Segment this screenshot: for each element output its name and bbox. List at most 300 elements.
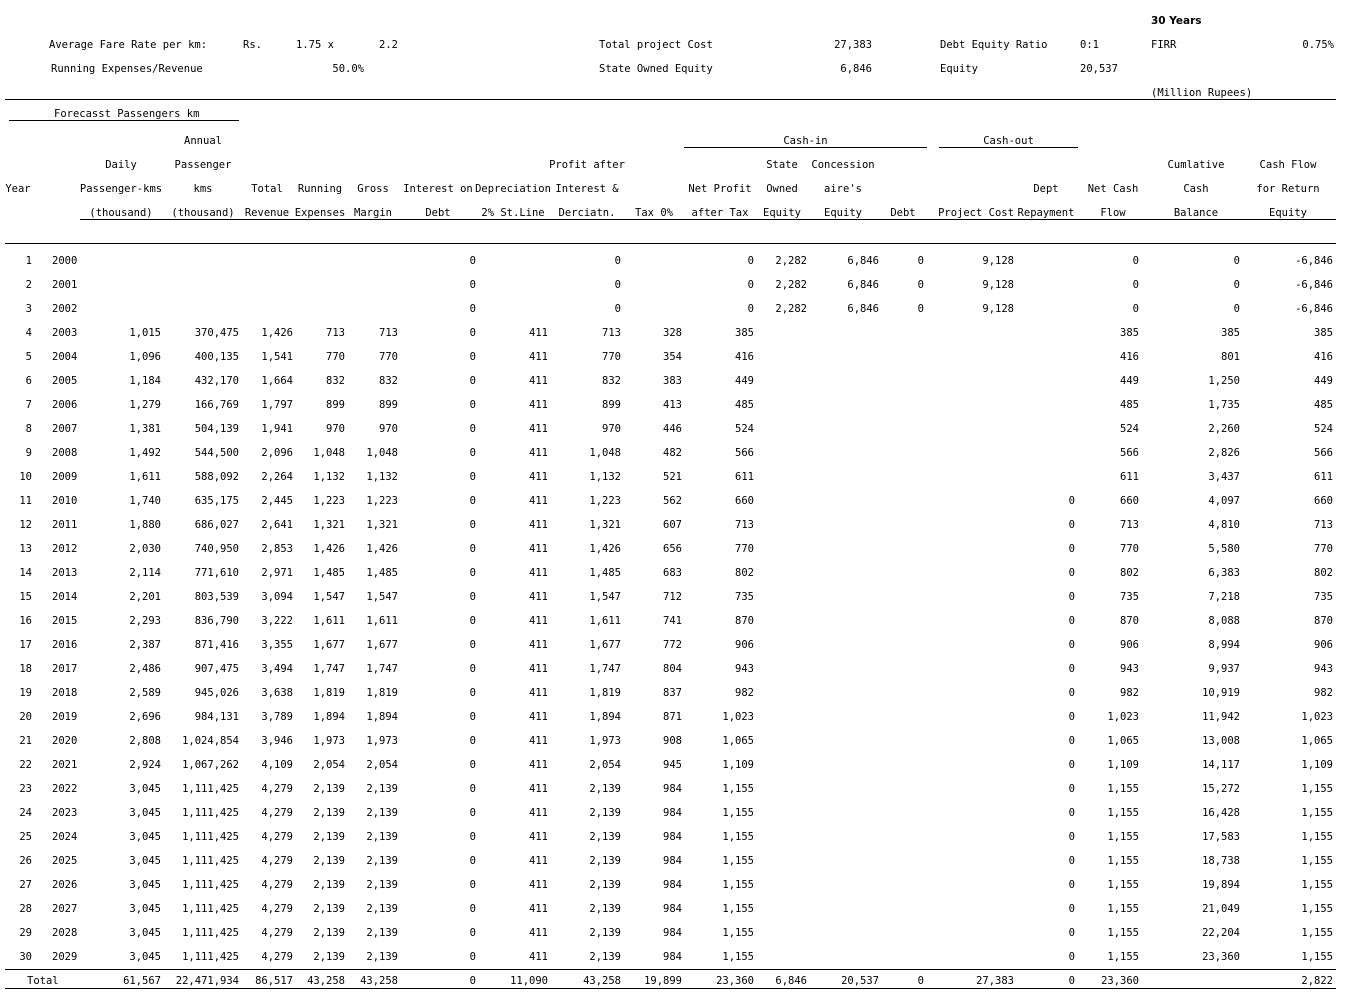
row-index: 15 (19, 591, 32, 603)
table-cell: 411 (529, 903, 548, 915)
table-cell: 2,139 (313, 951, 345, 963)
table-cell: 0 (1068, 951, 1075, 963)
table-cell: 0 (1233, 303, 1240, 315)
table-cell: 1,894 (366, 711, 398, 723)
header-conc: Concession (811, 159, 875, 171)
table-cell: 984 (663, 855, 682, 867)
firr-value: 0.75% (1302, 39, 1334, 51)
table-cell: 328 (663, 327, 682, 339)
fare-label: Average Fare Rate per km: (49, 39, 208, 51)
table-cell: 1,485 (313, 567, 345, 579)
table-cell: 870 (735, 615, 754, 627)
table-cell: 0 (469, 615, 476, 627)
table-cell: 970 (602, 423, 621, 435)
table-cell: 6,383 (1208, 567, 1240, 579)
table-cell: 0 (1068, 639, 1075, 651)
table-cell: 4,279 (261, 831, 293, 843)
table-cell: 1,819 (313, 687, 345, 699)
total-cost-label: Total project Cost (599, 39, 713, 51)
header-conc: Equity (824, 207, 862, 219)
table-cell: 2,826 (1208, 447, 1240, 459)
table-cell: 2,139 (589, 879, 621, 891)
table-cell: 1,111,425 (182, 783, 239, 795)
total-cell: 61,567 (123, 975, 161, 987)
table-cell: 166,769 (194, 399, 239, 411)
table-cell: 832 (379, 375, 398, 387)
table-cell: 1,426 (366, 543, 398, 555)
table-cell: 1,735 (1208, 399, 1240, 411)
table-cell: 735 (735, 591, 754, 603)
total-cost-value: 27,383 (834, 39, 872, 51)
table-cell: 713 (326, 327, 345, 339)
row-year: 2007 (52, 423, 78, 435)
table-cell: 413 (663, 399, 682, 411)
table-cell: 770 (602, 351, 621, 363)
header-netcash: Flow (1100, 207, 1126, 219)
table-cell: 1,223 (366, 495, 398, 507)
table-cell: 2,387 (129, 639, 161, 651)
table-cell: 0 (1068, 591, 1075, 603)
table-cell: 411 (529, 807, 548, 819)
header-cum: Cash (1183, 183, 1209, 195)
row-index: 12 (19, 519, 32, 531)
table-cell: 713 (1314, 519, 1333, 531)
total-cell: 86,517 (255, 975, 293, 987)
table-cell: 1,111,425 (182, 807, 239, 819)
row-year: 2002 (52, 303, 78, 315)
total-cell: 22,471,934 (175, 975, 239, 987)
table-cell: 984 (663, 783, 682, 795)
row-year: 2010 (52, 495, 78, 507)
header-annual: Passenger (174, 159, 232, 171)
table-cell: 1,155 (1301, 831, 1333, 843)
table-cell: 802 (735, 567, 754, 579)
table-cell: 984 (663, 807, 682, 819)
table-cell: 1,677 (313, 639, 345, 651)
row-index: 28 (19, 903, 32, 915)
table-cell: 4,810 (1208, 519, 1240, 531)
total-cell: 20,537 (841, 975, 879, 987)
table-cell: 562 (663, 495, 682, 507)
table-cell: 2,139 (366, 783, 398, 795)
table-cell: 4,279 (261, 783, 293, 795)
table-cell: 15,272 (1202, 783, 1240, 795)
table-cell: 2,486 (129, 663, 161, 675)
header-depr: Depreciation (475, 183, 551, 195)
table-cell: 770 (326, 351, 345, 363)
table-cell: 871,416 (194, 639, 239, 651)
table-cell: 1,155 (722, 903, 754, 915)
table-cell: 970 (326, 423, 345, 435)
table-cell: 2,139 (589, 831, 621, 843)
table-cell: 385 (1314, 327, 1333, 339)
table-cell: 984 (663, 831, 682, 843)
top-divider (5, 99, 1336, 100)
row-year: 2013 (52, 567, 78, 579)
table-cell: 1,880 (129, 519, 161, 531)
table-cell: 2,139 (366, 807, 398, 819)
table-cell: 1,155 (1301, 927, 1333, 939)
table-cell: 1,547 (366, 591, 398, 603)
table-cell: 1,485 (366, 567, 398, 579)
table-cell: 0 (469, 495, 476, 507)
header-debt: Debt (890, 207, 916, 219)
table-cell: 411 (529, 567, 548, 579)
table-cell: 945,026 (194, 687, 239, 699)
table-cell: 9,128 (982, 279, 1014, 291)
table-cell: 485 (1314, 399, 1333, 411)
table-cell: 660 (1314, 495, 1333, 507)
forecast-label: Forecasst Passengers km (54, 108, 200, 120)
table-cell: 0 (469, 927, 476, 939)
table-cell: 3,789 (261, 711, 293, 723)
row-year: 2009 (52, 471, 78, 483)
table-cell: 1,611 (589, 615, 621, 627)
table-cell: 982 (735, 687, 754, 699)
table-cell: 2,264 (261, 471, 293, 483)
table-cell: 2,641 (261, 519, 293, 531)
row-index: 8 (25, 423, 32, 435)
header-net-profit: after Tax (691, 207, 749, 219)
table-cell: 0 (614, 279, 621, 291)
table-cell: 870 (1120, 615, 1139, 627)
table-cell: 566 (1314, 447, 1333, 459)
header-netcash: Net Cash (1087, 183, 1139, 195)
table-cell: 1,111,425 (182, 855, 239, 867)
table-cell: 1,065 (722, 735, 754, 747)
table-cell: 0 (1068, 927, 1075, 939)
table-cell: 0 (1068, 903, 1075, 915)
table-cell: 411 (529, 399, 548, 411)
table-cell: 2,054 (313, 759, 345, 771)
table-cell: 0 (1068, 855, 1075, 867)
table-cell: 411 (529, 711, 548, 723)
table-cell: 16,428 (1202, 807, 1240, 819)
table-cell: 2,139 (589, 807, 621, 819)
total-cell: 11,090 (510, 975, 548, 987)
header-pcost: Project Cost (938, 207, 1014, 219)
table-cell: 770 (1120, 543, 1139, 555)
table-cell: 0 (469, 351, 476, 363)
header-annual: kms (193, 183, 213, 195)
debt-equity-ratio-label: Debt Equity Ratio (940, 39, 1048, 51)
table-cell: 984 (663, 951, 682, 963)
table-cell: 2,139 (366, 831, 398, 843)
table-cell: 14,117 (1202, 759, 1240, 771)
table-cell: 1,547 (589, 591, 621, 603)
table-cell: 0 (469, 759, 476, 771)
table-cell: 772 (663, 639, 682, 651)
cash-in-underline (684, 147, 927, 148)
header-running: Running (297, 183, 343, 195)
table-cell: 1,611 (313, 615, 345, 627)
cash-in-group: Cash-in (783, 135, 828, 147)
table-cell: 770 (379, 351, 398, 363)
header-total-rev: Revenue (244, 207, 290, 219)
table-cell: 411 (529, 855, 548, 867)
table-cell: 802 (1314, 567, 1333, 579)
header-repay: Dept (1033, 183, 1059, 195)
total-cell: 43,258 (360, 975, 398, 987)
header-interest: Interest on (403, 183, 473, 195)
table-cell: 837 (663, 687, 682, 699)
table-cell: 970 (379, 423, 398, 435)
row-year: 2017 (52, 663, 78, 675)
table-cell: 2,054 (589, 759, 621, 771)
table-cell: 23,360 (1202, 951, 1240, 963)
table-cell: 521 (663, 471, 682, 483)
table-cell: 482 (663, 447, 682, 459)
table-cell: 0 (469, 711, 476, 723)
table-cell: 0 (469, 903, 476, 915)
table-cell: 1,611 (129, 471, 161, 483)
row-index: 18 (19, 663, 32, 675)
total-bottom-divider (5, 988, 1336, 989)
table-cell: 803,539 (194, 591, 239, 603)
table-cell: 804 (663, 663, 682, 675)
table-cell: 8,994 (1208, 639, 1240, 651)
table-cell: 411 (529, 615, 548, 627)
table-cell: 1,155 (1107, 903, 1139, 915)
table-cell: 4,279 (261, 807, 293, 819)
equity-label: Equity (940, 63, 978, 75)
table-cell: 385 (1120, 327, 1139, 339)
table-cell: 1,155 (1301, 951, 1333, 963)
table-cell: 1,426 (313, 543, 345, 555)
table-cell: 906 (1120, 639, 1139, 651)
table-cell: 0 (469, 279, 476, 291)
table-cell: 1,132 (366, 471, 398, 483)
header-cf: Cash Flow (1259, 159, 1317, 171)
table-cell: 3,045 (129, 879, 161, 891)
table-cell: 1,973 (313, 735, 345, 747)
row-index: 7 (25, 399, 32, 411)
row-index: 29 (19, 927, 32, 939)
table-cell: 0 (1068, 831, 1075, 843)
firr-label: FIRR (1151, 39, 1177, 51)
table-cell: 446 (663, 423, 682, 435)
table-cell: 635,175 (194, 495, 239, 507)
header-daily: Passenger-kms (79, 183, 163, 195)
row-year: 2001 (52, 279, 78, 291)
table-cell: 0 (469, 375, 476, 387)
table-cell: 411 (529, 879, 548, 891)
table-cell: 411 (529, 327, 548, 339)
table-cell: 899 (326, 399, 345, 411)
table-cell: 1,111,425 (182, 831, 239, 843)
table-cell: 0 (917, 255, 924, 267)
table-cell: 0 (1068, 807, 1075, 819)
table-cell: 2,114 (129, 567, 161, 579)
table-cell: 832 (602, 375, 621, 387)
table-cell: 0 (469, 327, 476, 339)
total-label: Total (27, 975, 59, 987)
table-cell: 4,109 (261, 759, 293, 771)
table-cell: 0 (1068, 735, 1075, 747)
table-cell: 1,067,262 (182, 759, 239, 771)
table-cell: 771,610 (194, 567, 239, 579)
table-cell: 2,096 (261, 447, 293, 459)
table-cell: 1,155 (722, 831, 754, 843)
table-cell: 1,111,425 (182, 879, 239, 891)
row-index: 22 (19, 759, 32, 771)
table-cell: 354 (663, 351, 682, 363)
table-cell: 908 (663, 735, 682, 747)
row-index: 11 (19, 495, 32, 507)
table-cell: 943 (735, 663, 754, 675)
table-cell: 1,048 (313, 447, 345, 459)
table-cell: 2,853 (261, 543, 293, 555)
header-divider (5, 243, 1336, 244)
table-cell: 1,065 (1301, 735, 1333, 747)
table-cell: 982 (1314, 687, 1333, 699)
table-cell: 2,139 (589, 927, 621, 939)
header-cum: Balance (1173, 207, 1219, 219)
table-cell: 1,611 (366, 615, 398, 627)
table-cell: 2,282 (775, 279, 807, 291)
table-cell: 411 (529, 639, 548, 651)
row-index: 14 (19, 567, 32, 579)
table-cell: 1,279 (129, 399, 161, 411)
table-cell: 0 (1068, 663, 1075, 675)
table-cell: 22,204 (1202, 927, 1240, 939)
table-cell: 416 (1120, 351, 1139, 363)
table-cell: 984 (663, 927, 682, 939)
table-cell: 2,445 (261, 495, 293, 507)
table-cell: 2,139 (589, 783, 621, 795)
table-cell: 0 (747, 255, 754, 267)
table-cell: 1,109 (1107, 759, 1139, 771)
table-cell: 13,008 (1202, 735, 1240, 747)
table-cell: 3,355 (261, 639, 293, 651)
table-cell: 984 (663, 903, 682, 915)
total-cell: 2,822 (1301, 975, 1333, 987)
total-cell: 0 (1068, 975, 1075, 987)
table-cell: 0 (469, 663, 476, 675)
table-cell: 411 (529, 783, 548, 795)
table-cell: 712 (663, 591, 682, 603)
table-cell: 17,583 (1202, 831, 1240, 843)
row-year: 2003 (52, 327, 78, 339)
table-cell: 1,109 (722, 759, 754, 771)
table-cell: 0 (469, 423, 476, 435)
table-cell: 2,139 (366, 951, 398, 963)
table-cell: 1,111,425 (182, 927, 239, 939)
table-cell: 1,048 (589, 447, 621, 459)
units-label: (Million Rupees) (1151, 87, 1253, 99)
table-cell: 1,155 (1107, 783, 1139, 795)
table-cell: 449 (1314, 375, 1333, 387)
table-cell: 801 (1221, 351, 1240, 363)
table-cell: 1,155 (722, 879, 754, 891)
table-cell: 3,638 (261, 687, 293, 699)
forecast-underline (9, 120, 239, 121)
header-daily: Daily (105, 159, 137, 171)
table-cell: 943 (1120, 663, 1139, 675)
table-cell: 2,139 (313, 855, 345, 867)
table-cell: 411 (529, 927, 548, 939)
table-cell: 1,155 (1107, 951, 1139, 963)
table-cell: 2,139 (313, 831, 345, 843)
table-cell: 0 (469, 831, 476, 843)
table-cell: 0 (469, 783, 476, 795)
table-cell: 3,045 (129, 951, 161, 963)
row-year: 2016 (52, 639, 78, 651)
header-gross: Gross (357, 183, 389, 195)
table-cell: 832 (326, 375, 345, 387)
table-cell: 2,139 (366, 855, 398, 867)
header-tax: Tax 0% (635, 207, 673, 219)
row-index: 30 (19, 951, 32, 963)
cash-out-underline (939, 147, 1078, 148)
row-year: 2005 (52, 375, 78, 387)
table-cell: 449 (1120, 375, 1139, 387)
table-cell: 906 (1314, 639, 1333, 651)
table-cell: 1,941 (261, 423, 293, 435)
fare-value: 1.75 x (296, 39, 334, 51)
table-cell: 1,155 (1301, 903, 1333, 915)
table-cell: 0 (614, 303, 621, 315)
table-cell: 0 (1068, 687, 1075, 699)
table-cell: 1,547 (313, 591, 345, 603)
table-cell: 899 (379, 399, 398, 411)
table-cell: 1,747 (589, 663, 621, 675)
row-year: 2020 (52, 735, 78, 747)
table-cell: 1,015 (129, 327, 161, 339)
row-index: 21 (19, 735, 32, 747)
table-cell: 2,139 (589, 951, 621, 963)
table-cell: 485 (735, 399, 754, 411)
header-repay: Repayment (1017, 207, 1075, 219)
table-cell: 544,500 (194, 447, 239, 459)
table-cell: 2,260 (1208, 423, 1240, 435)
table-cell: 1,023 (1107, 711, 1139, 723)
table-cell: 0 (1068, 543, 1075, 555)
table-cell: 1,132 (589, 471, 621, 483)
table-cell: 2,924 (129, 759, 161, 771)
table-cell: 2,282 (775, 255, 807, 267)
row-index: 27 (19, 879, 32, 891)
table-cell: 1,155 (1301, 855, 1333, 867)
table-cell: 1,048 (366, 447, 398, 459)
table-cell: 0 (469, 879, 476, 891)
table-cell: -6,846 (1295, 303, 1333, 315)
header-interest: Debt (425, 207, 451, 219)
row-index: 24 (19, 807, 32, 819)
header-daily: (thousand) (89, 207, 153, 219)
table-cell: 1,973 (366, 735, 398, 747)
table-cell: 1,321 (366, 519, 398, 531)
table-cell: 907,475 (194, 663, 239, 675)
table-cell: 2,589 (129, 687, 161, 699)
row-year: 2006 (52, 399, 78, 411)
table-cell: 1,155 (1107, 831, 1139, 843)
header-state: State (766, 159, 798, 171)
table-cell: 6,846 (847, 303, 879, 315)
row-index: 1 (25, 255, 32, 267)
header-profit: Profit after (549, 159, 625, 171)
table-cell: 0 (1132, 303, 1139, 315)
table-cell: 2,139 (313, 903, 345, 915)
table-cell: 0 (917, 303, 924, 315)
table-cell: 8,088 (1208, 615, 1240, 627)
row-year: 2019 (52, 711, 78, 723)
table-cell: 2,139 (366, 879, 398, 891)
table-cell: 2,139 (313, 927, 345, 939)
table-cell: 0 (747, 279, 754, 291)
total-cell: 23,360 (716, 975, 754, 987)
table-cell: 1,155 (1107, 927, 1139, 939)
